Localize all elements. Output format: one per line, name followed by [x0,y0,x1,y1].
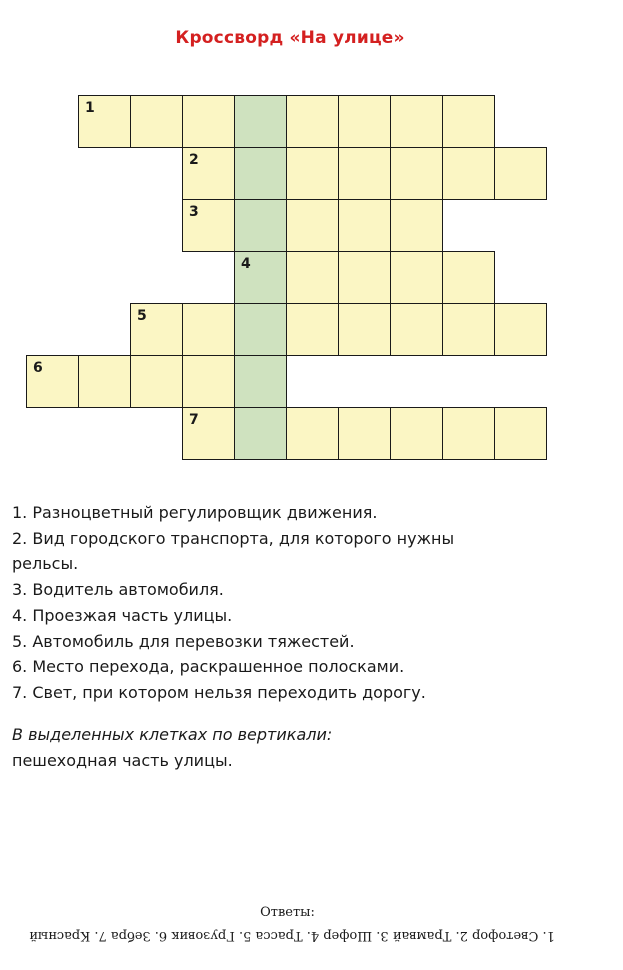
crossword-cell [286,303,339,356]
clue-7: 7. Свет, при котором нельзя переходить дорогу. [12,682,426,702]
crossword-cell [338,147,391,200]
crossword-cell [338,407,391,460]
crossword-cell [78,355,131,408]
crossword-cell [234,407,287,460]
crossword-cell [390,251,443,304]
crossword-cell [182,355,235,408]
crossword-cell [494,147,547,200]
clue-2-continued: рельсы. [12,554,79,574]
clue-4: 4. Проезжая часть улицы. [12,605,233,625]
crossword-cell [390,407,443,460]
crossword-cell [182,303,235,356]
crossword-cell [442,95,495,148]
crossword-cell [286,251,339,304]
crossword-cell [338,303,391,356]
vertical-clue-label: В выделенных клетках по вертикали: [12,725,333,744]
crossword-cell [390,303,443,356]
clue-number: 1 [85,100,95,116]
crossword-cell [442,407,495,460]
crossword-grid [0,0,623,470]
crossword-cell [182,199,235,252]
crossword-cell [338,199,391,252]
crossword-cell [130,355,183,408]
clues-list [12,500,612,706]
crossword-cell [390,95,443,148]
crossword-cell [182,147,235,200]
crossword-cell [390,199,443,252]
crossword-cell [338,95,391,148]
vertical-clue-text: пешеходная часть улицы. [12,751,233,770]
crossword-cell [78,95,131,148]
clue-number: 7 [189,412,199,428]
clue-number: 2 [189,152,199,168]
crossword-cell [234,303,287,356]
crossword-cell [26,355,79,408]
crossword-cell [234,251,287,304]
clue-3: 3. Водитель автомобиля. [12,580,224,600]
crossword-cell [130,95,183,148]
crossword-cell [338,251,391,304]
clue-2: 2. Вид городского транспорта, для которого нужны [12,528,455,548]
crossword-cell [286,95,339,148]
clue-1: 1. Разноцветный регулировщик движения. [12,503,378,522]
crossword-cell [442,303,495,356]
crossword-cell [234,355,287,408]
page-title: Кроссворд «На улице» [175,28,405,48]
crossword-cell [494,407,547,460]
crossword-cell [182,407,235,460]
crossword-cell [234,147,287,200]
crossword-cell [234,199,287,252]
answers-title: Ответы: [260,905,315,920]
clue-6: 6. Место перехода, раскрашенное полосками. [12,657,405,677]
clue-number: 3 [189,204,199,220]
crossword-cell [442,147,495,200]
clue-number: 4 [241,256,251,272]
crossword-cell [234,95,287,148]
crossword-cell [286,199,339,252]
crossword-cell [494,303,547,356]
crossword-cell [182,95,235,148]
answers-text: 1. Светофор 2. Трамвай 3. Шофер 4. Трасса 5. Грузовик 6. Зебра 7. Красный [29,928,555,943]
crossword-cell [286,407,339,460]
crossword-cell [442,251,495,304]
crossword-cell [390,147,443,200]
clue-number: 6 [33,360,43,376]
crossword-cell [130,303,183,356]
clue-number: 5 [137,308,147,324]
vertical-clue [12,722,612,774]
crossword-cell [286,147,339,200]
clue-5: 5. Автомобиль для перевозки тяжестей. [12,631,355,651]
